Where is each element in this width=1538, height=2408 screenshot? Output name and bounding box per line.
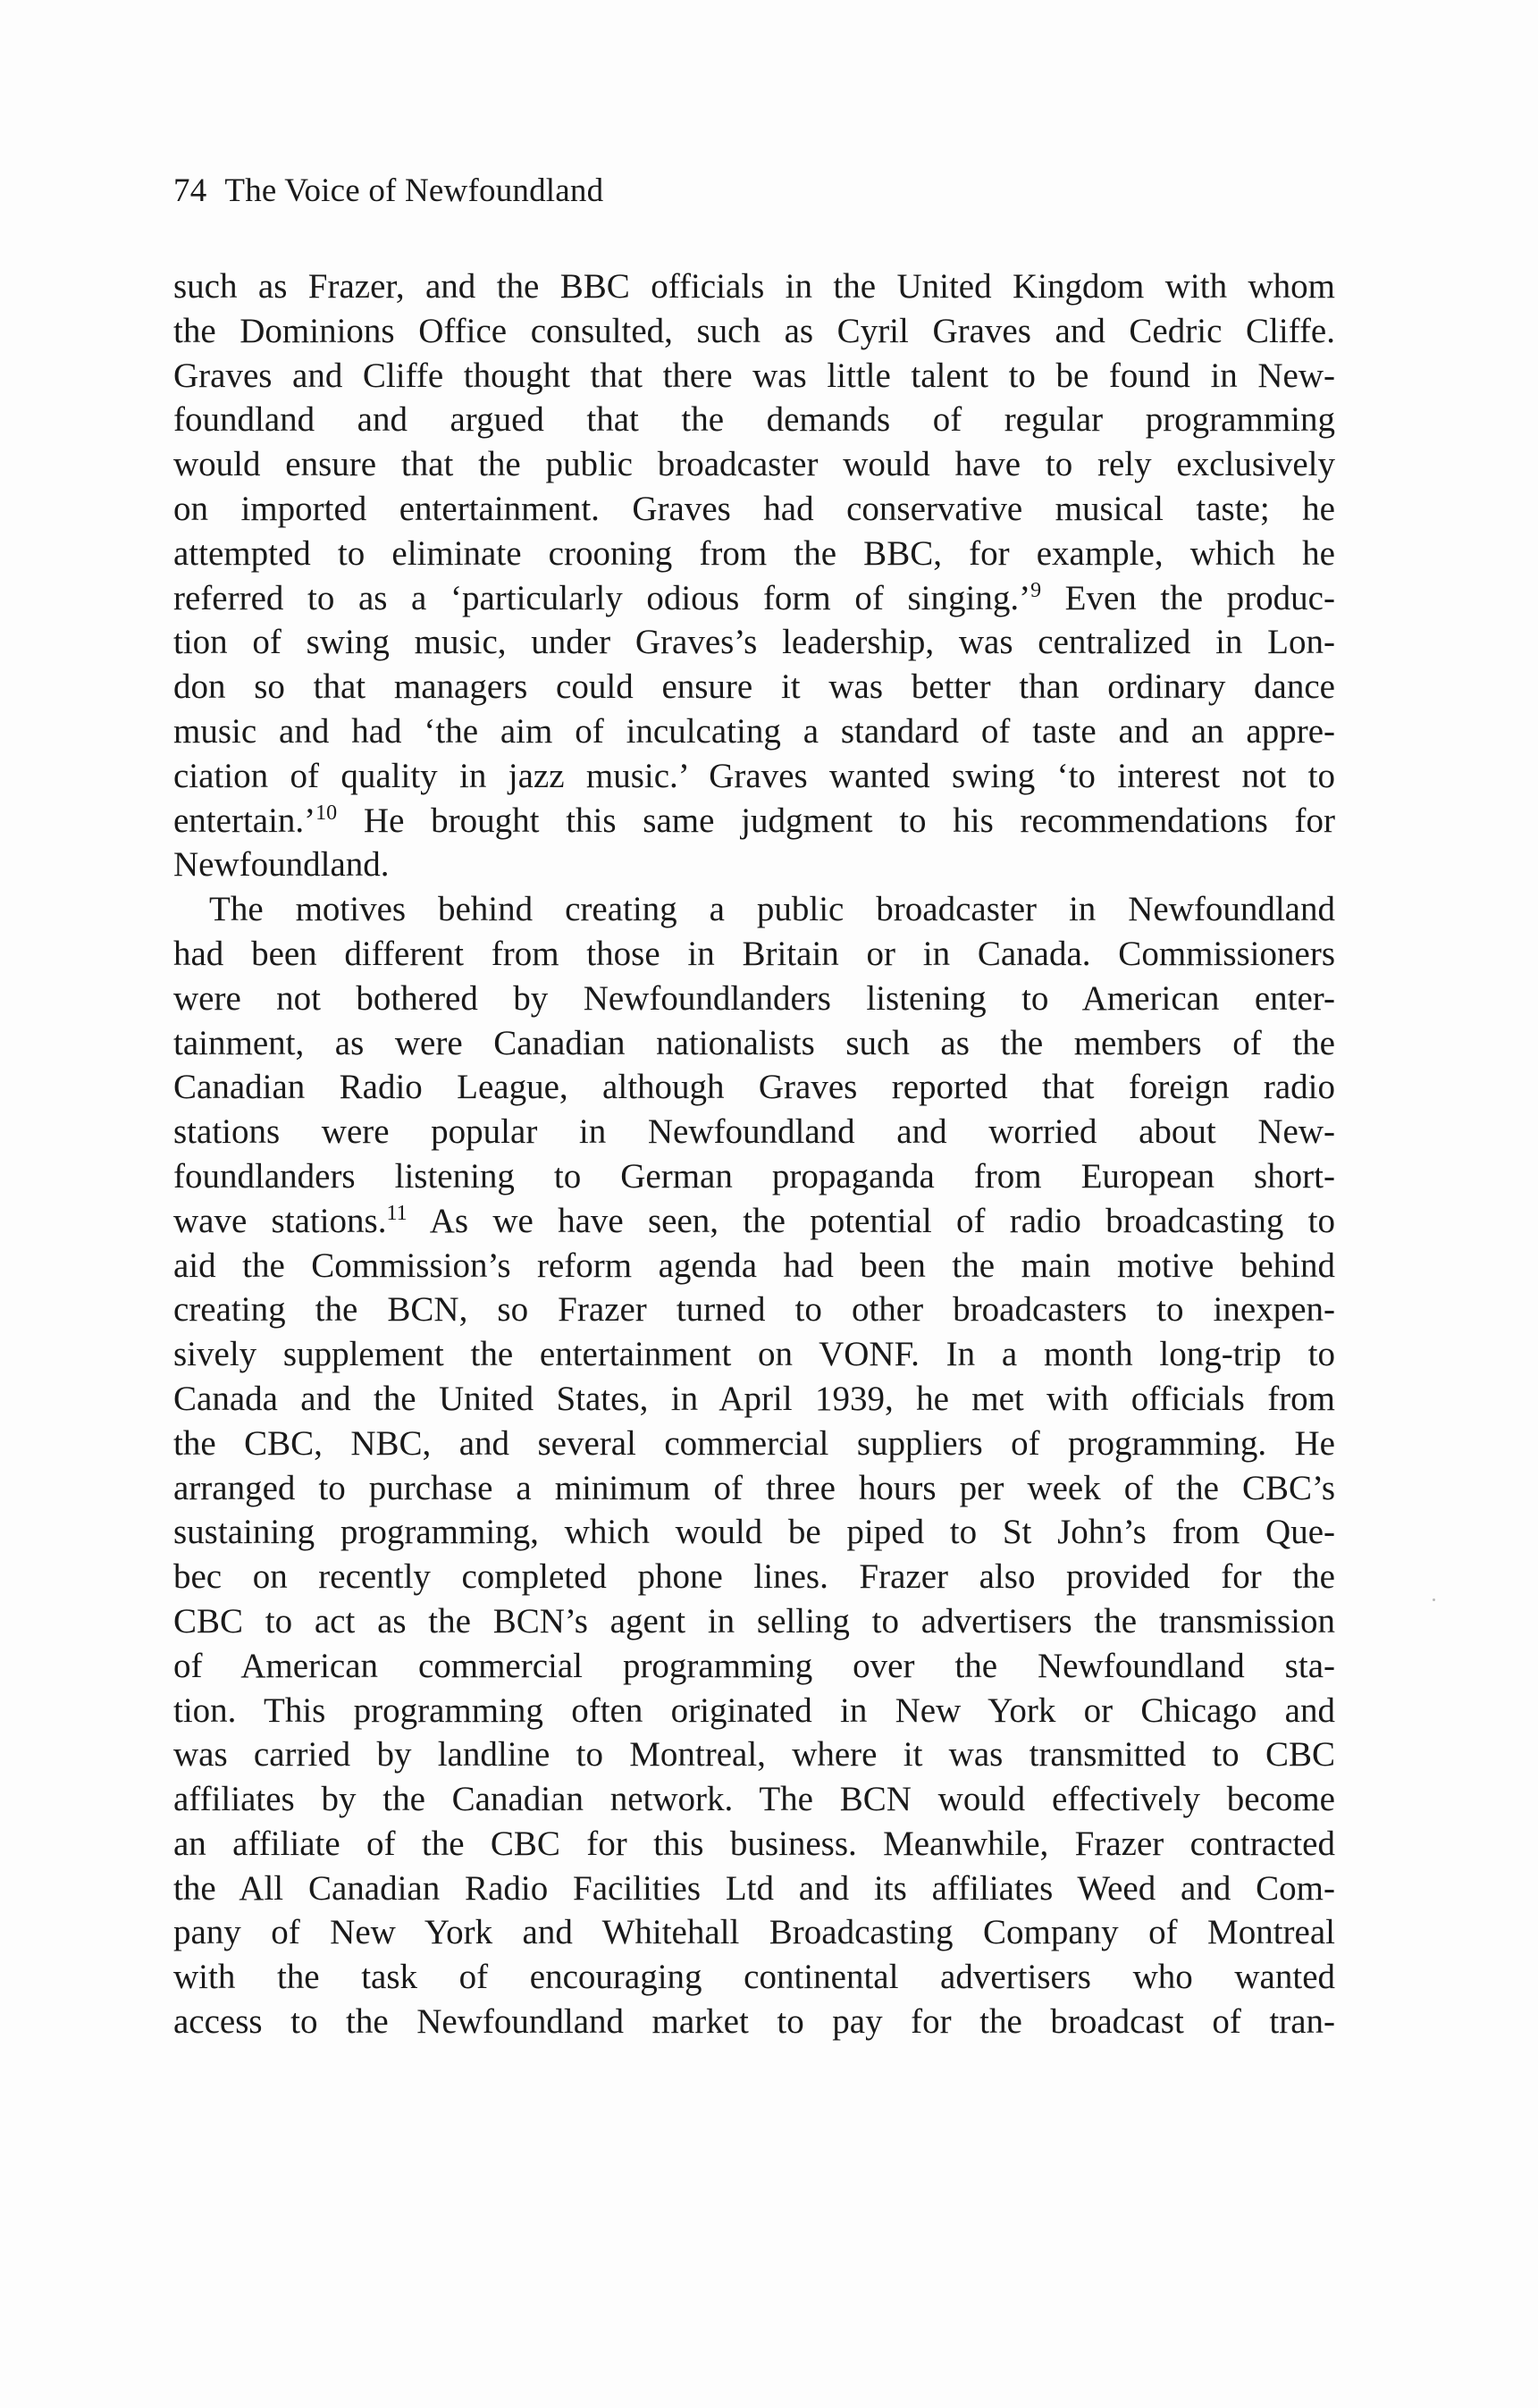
page-number: 74 xyxy=(173,172,207,209)
text-line xyxy=(173,1244,1335,1288)
running-head xyxy=(173,170,603,213)
line-text: Canadian Radio League, although Graves reported that foreign radio xyxy=(173,1068,1335,1107)
line-text: affiliates by the Canadian network. The BCN would effectively become xyxy=(173,1780,1335,1819)
line-text: was carried by landline to Montreal, where it was transmitted to CBC xyxy=(173,1735,1335,1775)
text-line xyxy=(173,799,1335,843)
text-line xyxy=(173,1910,1335,1955)
text-line xyxy=(173,1332,1335,1377)
text-line xyxy=(173,264,1335,309)
line-text-continued: Even the produc- xyxy=(1041,578,1335,617)
scan-speck xyxy=(1433,1598,1435,1601)
line-text: bec on recently completed phone lines. Frazer also provided for the xyxy=(173,1557,1335,1597)
line-text: sively supplement the entertainment on VONF. In a month long-trip to xyxy=(173,1335,1335,1374)
text-line xyxy=(173,1510,1335,1555)
text-line xyxy=(173,1466,1335,1511)
footnote-marker: 10 xyxy=(315,801,338,825)
text-line xyxy=(173,2000,1335,2044)
text-line xyxy=(173,1867,1335,1911)
line-text: don so that managers could ensure it was better than ordinary dance xyxy=(173,667,1335,707)
text-line xyxy=(173,620,1335,665)
line-text: Canada and the United States, in April 1939, he met with officials from xyxy=(173,1379,1335,1418)
text-line xyxy=(173,1199,1335,1244)
line-text: creating the BCN, so Frazer turned to other broadcasters to inexpen- xyxy=(173,1290,1335,1330)
text-line xyxy=(173,843,1335,887)
line-text-continued: As we have seen, the potential of radio broadcasting to xyxy=(407,1201,1335,1240)
line-text: on imported entertainment. Graves had conservative musical taste; he xyxy=(173,489,1335,528)
line-text: Graves and Cliffe thought that there was little talent to be found in New- xyxy=(173,356,1335,395)
line-text: sustaining programming, which would be piped to St John’s from Que- xyxy=(173,1513,1335,1552)
line-text: tion of swing music, under Graves’s leadership, was centralized in Lon- xyxy=(173,623,1335,662)
line-text: the Dominions Office consulted, such as Cyril Graves and Cedric Cliffe. xyxy=(173,311,1335,350)
text-line xyxy=(173,977,1335,1021)
line-text: attempted to eliminate crooning from the BBC, for example, which he xyxy=(173,533,1335,573)
text-line xyxy=(173,1154,1335,1199)
text-line xyxy=(173,1555,1335,1599)
line-text: arranged to purchase a minimum of three hours per week of the CBC’s xyxy=(173,1468,1335,1507)
line-text: an affiliate of the CBC for this business. Meanwhile, Frazer contracted xyxy=(173,1824,1335,1863)
line-text: referred to as a ‘particularly odious form of singing.’ xyxy=(173,578,1031,617)
line-text: foundland and argued that the demands of regular programming xyxy=(173,400,1335,440)
body-text xyxy=(173,264,1335,2044)
text-line xyxy=(173,1777,1335,1822)
text-line xyxy=(173,1599,1335,1644)
footnote-marker: 9 xyxy=(1030,578,1042,602)
text-line xyxy=(173,754,1335,799)
line-text: music and had ‘the aim of inculcating a standard of taste and an appre- xyxy=(173,711,1335,751)
text-line xyxy=(173,1733,1335,1777)
text-line xyxy=(173,1689,1335,1733)
line-text: were not bothered by Newfoundlanders listening to American enter- xyxy=(173,978,1335,1018)
text-line xyxy=(173,1644,1335,1689)
text-line xyxy=(173,398,1335,442)
line-text: CBC to act as the BCN’s agent in selling to advertisers the transmission xyxy=(173,1601,1335,1640)
text-line xyxy=(173,932,1335,977)
text-line xyxy=(173,1110,1335,1154)
text-line xyxy=(173,1288,1335,1332)
line-text: aid the Commission’s reform agenda had been the main motive behind xyxy=(173,1246,1335,1285)
footnote-marker: 11 xyxy=(386,1201,408,1225)
line-text: The motives behind creating a public broadcaster in Newfoundland xyxy=(209,890,1335,929)
text-line xyxy=(173,487,1335,532)
text-line xyxy=(173,1021,1335,1066)
text-line xyxy=(173,887,1335,932)
text-line xyxy=(173,309,1335,354)
line-text: of American commercial programming over the Newfoundland sta- xyxy=(173,1646,1335,1685)
line-text: entertain.’ xyxy=(173,801,316,840)
text-line xyxy=(173,354,1335,399)
line-text: had been different from those in Britain or in Canada. Commissioners xyxy=(173,934,1335,973)
line-text: with the task of encouraging continental advertisers who wanted xyxy=(173,1958,1335,1997)
text-line xyxy=(173,576,1335,621)
text-line xyxy=(173,1822,1335,1867)
line-text-continued: He brought this same judgment to his recommendations for xyxy=(337,801,1335,840)
line-text: such as Frazer, and the BBC officials in the United Kingdom with whom xyxy=(173,267,1335,306)
line-text: access to the Newfoundland market to pay for the broadcast of tran- xyxy=(173,2002,1335,2042)
line-text: foundlanders listening to German propaganda from European short- xyxy=(173,1156,1335,1196)
text-line xyxy=(173,1422,1335,1466)
line-text: pany of New York and Whitehall Broadcasting Company of Montreal xyxy=(173,1913,1335,1952)
text-line xyxy=(173,532,1335,576)
text-line xyxy=(173,1955,1335,2000)
line-text: ciation of quality in jazz music.’ Graves wanted swing ‘to interest not to xyxy=(173,756,1335,795)
line-text: tion. This programming often originated in New York or Chicago and xyxy=(173,1691,1335,1730)
text-line xyxy=(173,1065,1335,1110)
line-text: wave stations. xyxy=(173,1201,387,1240)
text-line xyxy=(173,442,1335,487)
line-text: the All Canadian Radio Facilities Ltd and its affiliates Weed and Com- xyxy=(173,1868,1335,1908)
line-text: the CBC, NBC, and several commercial suppliers of programming. He xyxy=(173,1423,1335,1463)
line-text: stations were popular in Newfoundland and worried about New- xyxy=(173,1112,1335,1152)
running-title: The Voice of Newfoundland xyxy=(224,172,604,209)
line-text: Newfoundland. xyxy=(173,845,390,885)
line-text: tainment, as were Canadian nationalists such as the members of the xyxy=(173,1023,1335,1062)
line-text: would ensure that the public broadcaster would have to rely exclusively xyxy=(173,445,1335,484)
text-line xyxy=(173,1377,1335,1422)
text-line xyxy=(173,665,1335,709)
text-line xyxy=(173,709,1335,754)
